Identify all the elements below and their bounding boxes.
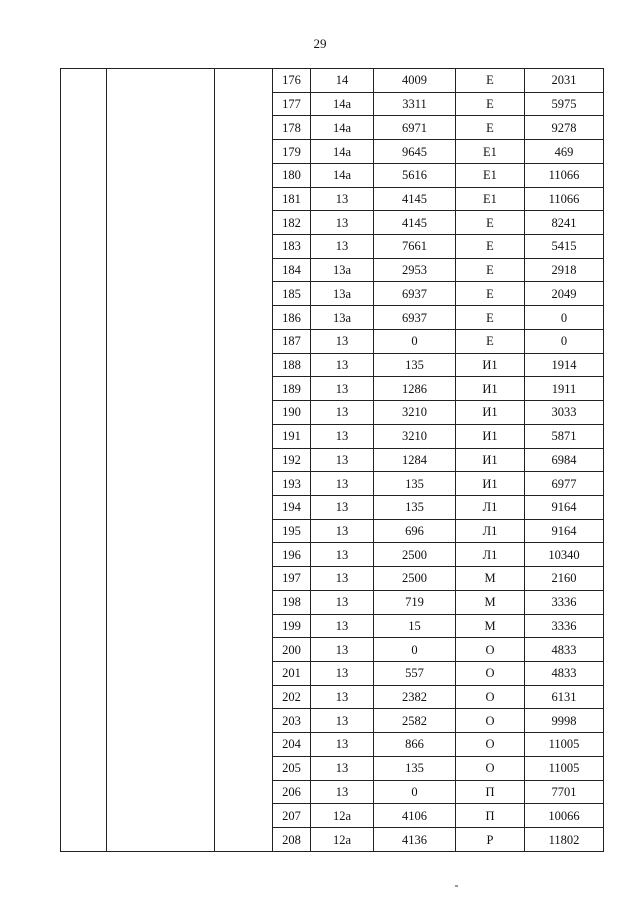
amount-cell: 5415 [525, 235, 604, 259]
row-number-cell: 178 [273, 116, 311, 140]
value-cell: 3210 [374, 401, 456, 425]
amount-cell: 10066 [525, 804, 604, 828]
letter-cell: Е [456, 306, 525, 330]
amount-cell: 2031 [525, 69, 604, 93]
value-cell: 719 [374, 590, 456, 614]
row-number-cell: 198 [273, 590, 311, 614]
row-number-cell: 188 [273, 353, 311, 377]
value-cell: 4145 [374, 211, 456, 235]
value-cell: 2500 [374, 567, 456, 591]
row-number-cell: 196 [273, 543, 311, 567]
value-cell: 2382 [374, 685, 456, 709]
row-number-cell: 176 [273, 69, 311, 93]
table-body [61, 69, 604, 852]
letter-cell: И1 [456, 353, 525, 377]
row-number-cell: 197 [273, 567, 311, 591]
amount-cell: 469 [525, 140, 604, 164]
amount-cell: 2160 [525, 567, 604, 591]
amount-cell: 9998 [525, 709, 604, 733]
row-number-cell: 194 [273, 495, 311, 519]
letter-cell: Е [456, 329, 525, 353]
letter-cell: Е [456, 92, 525, 116]
letter-cell: Е [456, 69, 525, 93]
amount-cell: 3336 [525, 590, 604, 614]
value-cell: 5616 [374, 163, 456, 187]
code-cell: 13 [311, 733, 374, 757]
letter-cell: М [456, 614, 525, 638]
code-cell: 13 [311, 756, 374, 780]
value-cell: 135 [374, 353, 456, 377]
amount-cell: 4833 [525, 638, 604, 662]
code-cell: 13 [311, 590, 374, 614]
code-cell: 13 [311, 709, 374, 733]
code-cell: 13 [311, 567, 374, 591]
letter-cell: И1 [456, 448, 525, 472]
code-cell: 13а [311, 282, 374, 306]
row-number-cell: 195 [273, 519, 311, 543]
amount-cell: 11005 [525, 756, 604, 780]
value-cell: 3311 [374, 92, 456, 116]
amount-cell: 2049 [525, 282, 604, 306]
letter-cell: И1 [456, 377, 525, 401]
amount-cell: 9278 [525, 116, 604, 140]
letter-cell: Е [456, 116, 525, 140]
code-cell: 13 [311, 235, 374, 259]
code-cell: 14а [311, 92, 374, 116]
code-cell: 13 [311, 448, 374, 472]
value-cell: 1284 [374, 448, 456, 472]
row-number-cell: 191 [273, 424, 311, 448]
value-cell: 4136 [374, 828, 456, 852]
code-cell: 13 [311, 329, 374, 353]
merged-empty-cell-3 [215, 69, 273, 852]
letter-cell: Л1 [456, 495, 525, 519]
row-number-cell: 207 [273, 804, 311, 828]
letter-cell: Е1 [456, 187, 525, 211]
letter-cell: О [456, 661, 525, 685]
amount-cell: 5871 [525, 424, 604, 448]
code-cell: 13а [311, 258, 374, 282]
value-cell: 0 [374, 638, 456, 662]
row-number-cell: 192 [273, 448, 311, 472]
letter-cell: Р [456, 828, 525, 852]
amount-cell: 1914 [525, 353, 604, 377]
amount-cell: 4833 [525, 661, 604, 685]
row-number-cell: 187 [273, 329, 311, 353]
merged-empty-cell-2 [107, 69, 215, 852]
value-cell: 866 [374, 733, 456, 757]
amount-cell: 2918 [525, 258, 604, 282]
code-cell: 13 [311, 614, 374, 638]
value-cell: 696 [374, 519, 456, 543]
value-cell: 9645 [374, 140, 456, 164]
amount-cell: 10340 [525, 543, 604, 567]
value-cell: 2582 [374, 709, 456, 733]
amount-cell: 9164 [525, 519, 604, 543]
table-row [61, 69, 604, 93]
letter-cell: Е [456, 235, 525, 259]
letter-cell: О [456, 733, 525, 757]
row-number-cell: 193 [273, 472, 311, 496]
amount-cell: 8241 [525, 211, 604, 235]
row-number-cell: 182 [273, 211, 311, 235]
amount-cell: 6131 [525, 685, 604, 709]
amount-cell: 6984 [525, 448, 604, 472]
code-cell: 13 [311, 495, 374, 519]
value-cell: 6971 [374, 116, 456, 140]
code-cell: 13 [311, 780, 374, 804]
scan-mark [455, 885, 458, 887]
row-number-cell: 190 [273, 401, 311, 425]
letter-cell: Л1 [456, 519, 525, 543]
letter-cell: О [456, 638, 525, 662]
row-number-cell: 183 [273, 235, 311, 259]
letter-cell: М [456, 567, 525, 591]
letter-cell: Е [456, 282, 525, 306]
value-cell: 2500 [374, 543, 456, 567]
row-number-cell: 204 [273, 733, 311, 757]
amount-cell: 11066 [525, 163, 604, 187]
value-cell: 7661 [374, 235, 456, 259]
row-number-cell: 203 [273, 709, 311, 733]
row-number-cell: 199 [273, 614, 311, 638]
value-cell: 4106 [374, 804, 456, 828]
amount-cell: 5975 [525, 92, 604, 116]
value-cell: 0 [374, 780, 456, 804]
row-number-cell: 179 [273, 140, 311, 164]
code-cell: 13 [311, 685, 374, 709]
code-cell: 12а [311, 804, 374, 828]
letter-cell: Е1 [456, 140, 525, 164]
row-number-cell: 180 [273, 163, 311, 187]
letter-cell: И1 [456, 472, 525, 496]
amount-cell: 11066 [525, 187, 604, 211]
amount-cell: 3033 [525, 401, 604, 425]
code-cell: 13 [311, 401, 374, 425]
row-number-cell: 184 [273, 258, 311, 282]
code-cell: 13 [311, 377, 374, 401]
code-cell: 13 [311, 353, 374, 377]
code-cell: 13 [311, 424, 374, 448]
value-cell: 4009 [374, 69, 456, 93]
letter-cell: Л1 [456, 543, 525, 567]
value-cell: 3210 [374, 424, 456, 448]
letter-cell: Е [456, 211, 525, 235]
letter-cell: М [456, 590, 525, 614]
value-cell: 6937 [374, 306, 456, 330]
letter-cell: Е [456, 258, 525, 282]
row-number-cell: 208 [273, 828, 311, 852]
amount-cell: 3336 [525, 614, 604, 638]
code-cell: 13 [311, 661, 374, 685]
value-cell: 557 [374, 661, 456, 685]
code-cell: 14а [311, 116, 374, 140]
letter-cell: И1 [456, 424, 525, 448]
code-cell: 13 [311, 211, 374, 235]
code-cell: 13 [311, 543, 374, 567]
row-number-cell: 201 [273, 661, 311, 685]
amount-cell: 0 [525, 329, 604, 353]
row-number-cell: 202 [273, 685, 311, 709]
row-number-cell: 200 [273, 638, 311, 662]
value-cell: 135 [374, 472, 456, 496]
value-cell: 135 [374, 756, 456, 780]
value-cell: 4145 [374, 187, 456, 211]
value-cell: 0 [374, 329, 456, 353]
amount-cell: 1911 [525, 377, 604, 401]
code-cell: 14а [311, 163, 374, 187]
data-table [60, 68, 604, 852]
value-cell: 2953 [374, 258, 456, 282]
row-number-cell: 206 [273, 780, 311, 804]
row-number-cell: 177 [273, 92, 311, 116]
value-cell: 135 [374, 495, 456, 519]
row-number-cell: 181 [273, 187, 311, 211]
letter-cell: О [456, 709, 525, 733]
code-cell: 14 [311, 69, 374, 93]
code-cell: 12а [311, 828, 374, 852]
code-cell: 14а [311, 140, 374, 164]
code-cell: 13 [311, 472, 374, 496]
amount-cell: 7701 [525, 780, 604, 804]
value-cell: 15 [374, 614, 456, 638]
code-cell: 13 [311, 187, 374, 211]
merged-empty-cell-1 [61, 69, 107, 852]
page-number: 29 [313, 36, 327, 51]
amount-cell: 11005 [525, 733, 604, 757]
amount-cell: 0 [525, 306, 604, 330]
letter-cell: О [456, 756, 525, 780]
row-number-cell: 189 [273, 377, 311, 401]
row-number-cell: 205 [273, 756, 311, 780]
letter-cell: П [456, 804, 525, 828]
row-number-cell: 186 [273, 306, 311, 330]
amount-cell: 11802 [525, 828, 604, 852]
value-cell: 6937 [374, 282, 456, 306]
row-number-cell: 185 [273, 282, 311, 306]
letter-cell: П [456, 780, 525, 804]
code-cell: 13а [311, 306, 374, 330]
amount-cell: 6977 [525, 472, 604, 496]
code-cell: 13 [311, 638, 374, 662]
letter-cell: И1 [456, 401, 525, 425]
amount-cell: 9164 [525, 495, 604, 519]
letter-cell: О [456, 685, 525, 709]
code-cell: 13 [311, 519, 374, 543]
letter-cell: Е1 [456, 163, 525, 187]
value-cell: 1286 [374, 377, 456, 401]
